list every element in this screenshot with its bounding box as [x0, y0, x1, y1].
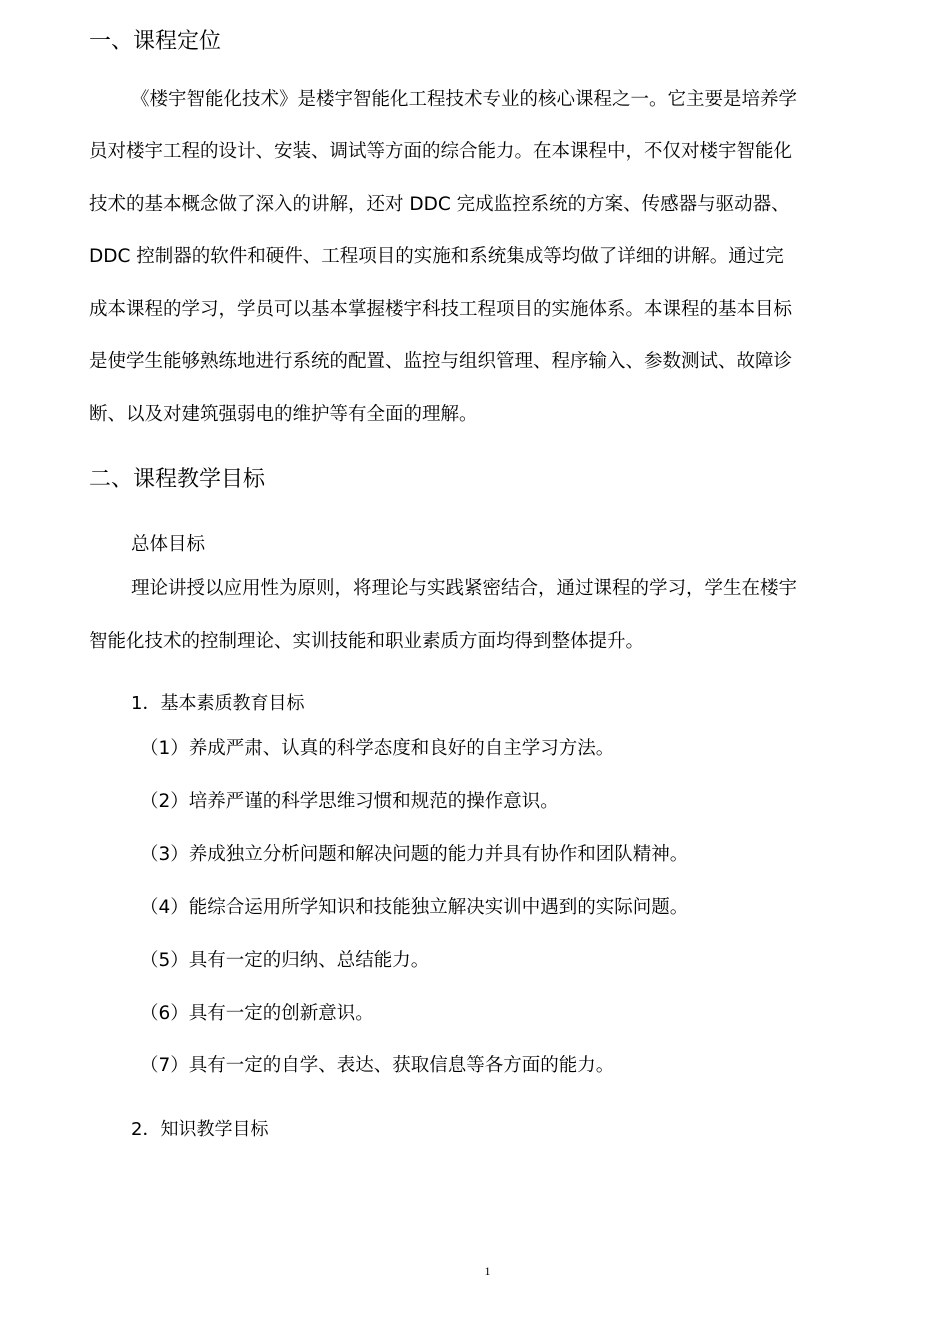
paragraph-line: 是使学生能够熟练地进行系统的配置、监控与组织管理、程序输入、参数测试、故障诊: [89, 351, 793, 372]
list-item: （4）能综合运用所学知识和技能独立解决实训中遇到的实际问题。: [140, 897, 689, 918]
list-item: （6）具有一定的创新意识。: [140, 1003, 374, 1024]
list-item: （7）具有一定的自学、表达、获取信息等各方面的能力。: [140, 1055, 615, 1076]
subsection-1-title: 1．基本素质教育目标: [131, 693, 305, 714]
paragraph-line: 智能化技术的控制理论、实训技能和职业素质方面均得到整体提升。: [89, 631, 645, 652]
section-2-title: 二、课程教学目标: [89, 467, 266, 492]
list-item: （5）具有一定的归纳、总结能力。: [140, 950, 430, 971]
section-1-title: 一、课程定位: [89, 29, 222, 54]
page-number: 1: [484, 1264, 491, 1278]
paragraph-line: DDC 控制器的软件和硬件、工程项目的实施和系统集成等均做了详细的讲解。通过完: [89, 246, 784, 267]
subsection-2-title: 2．知识教学目标: [131, 1119, 269, 1140]
paragraph-line: 断、以及对建筑强弱电的维护等有全面的理解。: [89, 404, 478, 425]
paragraph-line: 技术的基本概念做了深入的讲解，还对 DDC 完成监控系统的方案、传感器与驱动器、: [89, 194, 790, 215]
overall-goal-label: 总体目标: [131, 534, 206, 555]
list-item: （3）养成独立分析问题和解决问题的能力并具有协作和团队精神。: [140, 844, 689, 865]
paragraph-line: 《楼宇智能化技术》是楼宇智能化工程技术专业的核心课程之一。它主要是培养学: [131, 89, 798, 110]
paragraph-line: 员对楼宇工程的设计、安装、调试等方面的综合能力。在本课程中，不仅对楼宇智能化: [89, 141, 793, 162]
paragraph-line: 理论讲授以应用性为原则，将理论与实践紧密结合，通过课程的学习，学生在楼宇: [131, 578, 798, 599]
paragraph-line: 成本课程的学习，学员可以基本掌握楼宇科技工程项目的实施体系。本课程的基本目标: [89, 299, 793, 320]
list-item: （1）养成严肃、认真的科学态度和良好的自主学习方法。: [140, 738, 615, 759]
list-item: （2）培养严谨的科学思维习惯和规范的操作意识。: [140, 791, 559, 812]
